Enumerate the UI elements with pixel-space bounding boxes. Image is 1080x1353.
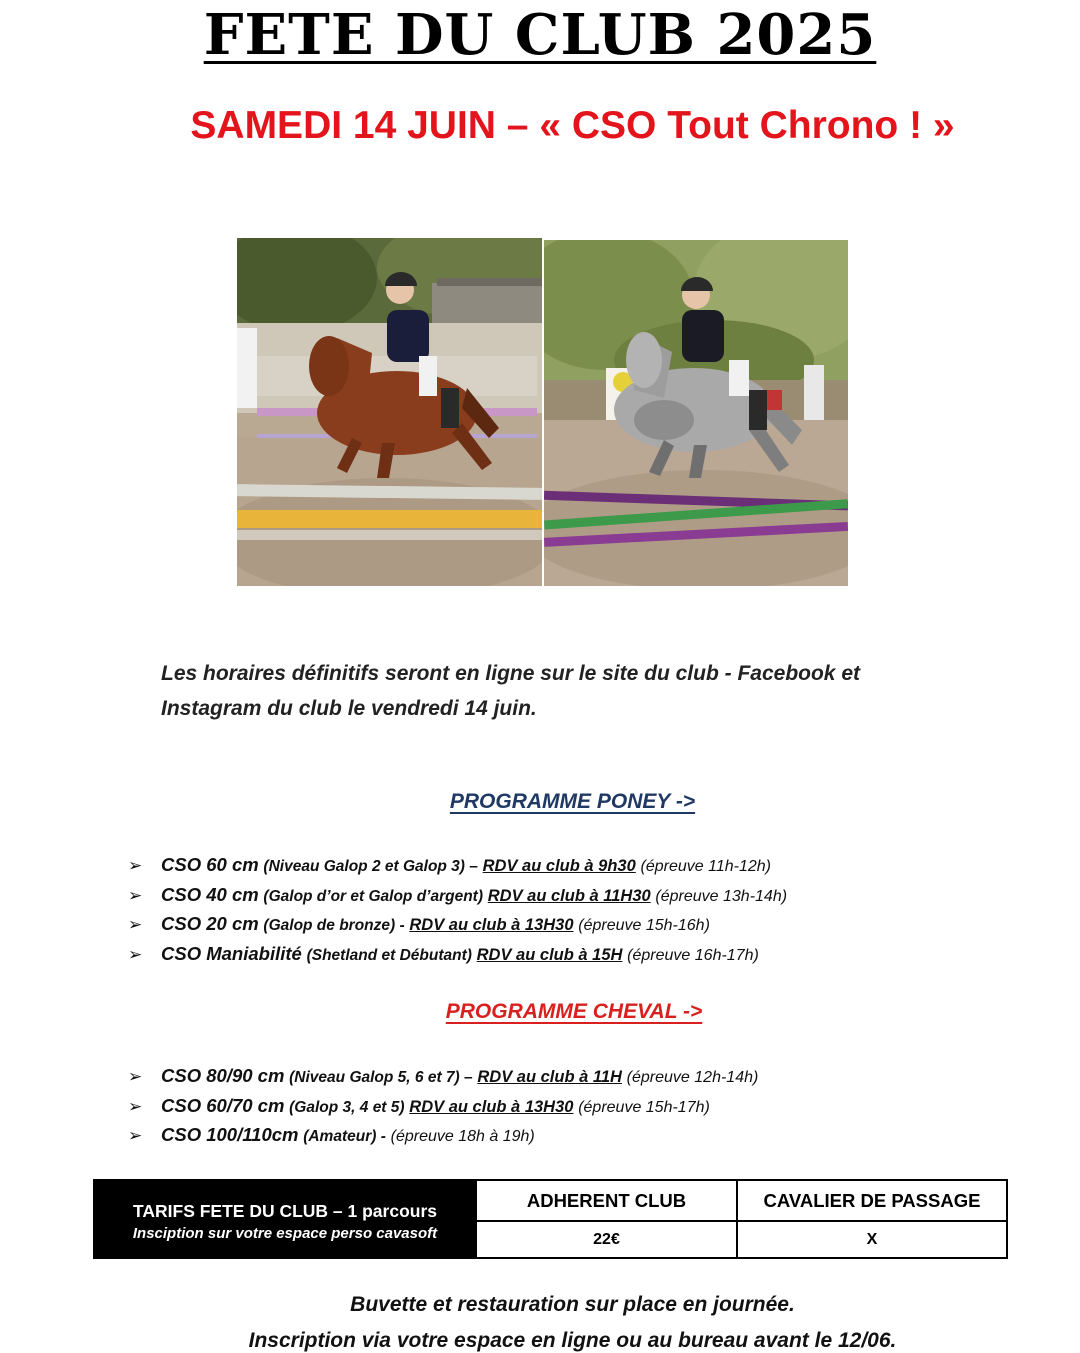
list-item: ➢ CSO 100/110cm (Amateur) - (épreuve 18h à 19h) [128,1120,758,1150]
tarifs-label-cell [94,1180,476,1258]
price-passage: X [737,1221,1007,1258]
arrow-bullet-icon: ➢ [128,885,143,905]
arrow-bullet-icon: ➢ [128,1096,143,1116]
footer-inscription: Inscription via votre espace en ligne ou au bureau avant le 12/06. [248,1329,897,1352]
list-item: ➢ CSO 80/90 cm (Niveau Galop 5, 6 et 7) – RDV au club à 11H (épreuve 12h-14h) [128,1061,758,1091]
tarifs-subtitle: Insciption sur votre espace perso cavasoft [132,1224,438,1242]
tarifs-title: TARIFS FETE DU CLUB – 1 parcours [132,1200,438,1221]
page-title: FETE DU CLUB 2025 [203,2,877,68]
list-item: ➢ CSO 20 cm (Galop de bronze) - RDV au club à 13H30 (épreuve 15h-16h) [128,909,787,939]
arrow-bullet-icon: ➢ [128,944,143,964]
arrow-bullet-icon: ➢ [128,915,143,934]
programme-cheval-title: PROGRAMME CHEVAL -> [445,1000,703,1023]
event-subtitle: SAMEDI 14 JUIN – « CSO Tout Chrono ! » [190,104,955,147]
programme-poney-list [128,850,787,968]
price-adherent: 22€ [476,1221,737,1258]
list-item: ➢ CSO Maniabilité (Shetland et Débutant) RDV au club à 15H (épreuve 16h-17h) [128,939,787,969]
list-item: ➢ CSO 60/70 cm (Galop 3, 4 et 5) RDV au club à 13H30 (épreuve 15h-17h) [128,1091,758,1121]
programme-cheval-list [128,1061,758,1150]
column-header-passage: CAVALIER DE PASSAGE [737,1180,1007,1221]
list-item: ➢ CSO 60 cm (Niveau Galop 2 et Galop 3) – RDV au club à 9h30 (épreuve 11h-12h) [128,850,787,880]
list-item: ➢ CSO 40 cm (Galop d’or et Galop d’argent) RDV au club à 11H30 (épreuve 13h-14h) [128,880,787,910]
footer-buvette: Buvette et restauration sur place en journée. [350,1293,795,1316]
intro-text: Les horaires définitifs seront en ligne sur le site du club - Facebook et Instagram du club le vendredi 14 juin. [161,662,860,720]
column-header-adherent: ADHERENT CLUB [476,1180,737,1221]
photo-grey-pony-jump [544,240,848,586]
programme-poney-title: PROGRAMME PONEY -> [449,790,696,813]
arrow-bullet-icon: ➢ [128,1067,143,1086]
photo-chestnut-pony-jump [237,238,542,586]
tarifs-table [93,1179,1008,1259]
arrow-bullet-icon: ➢ [128,856,143,875]
arrow-bullet-icon: ➢ [128,1126,143,1145]
